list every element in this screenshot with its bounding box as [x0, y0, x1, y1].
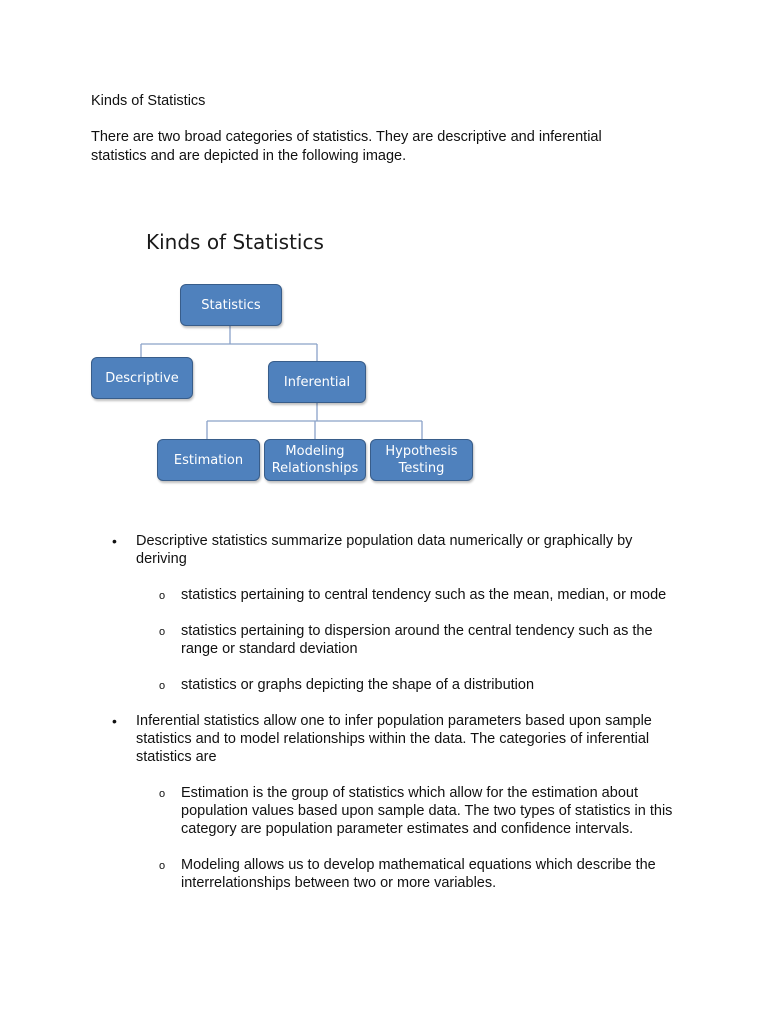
statistics-tree-diagram	[85, 222, 485, 492]
node-modeling-label-line2: Relationships	[271, 461, 359, 476]
sub-bullet-item	[136, 856, 685, 892]
bullet-text: Inferential statistics allow one to infer population parameters based upon sample statistics and to model relationships within the data. The categories of inferential statistics are	[136, 713, 652, 765]
sub-bullet-marker: o	[159, 860, 166, 872]
node-inferential	[268, 361, 366, 403]
document-title: Kinds of Statistics	[91, 93, 206, 109]
sub-bullet-list	[136, 586, 685, 694]
sub-bullet-item	[136, 676, 685, 694]
bullet-marker: •	[112, 713, 117, 729]
sub-bullet-marker: o	[159, 788, 166, 800]
sub-bullet-marker: o	[159, 590, 166, 602]
sub-bullet-list	[136, 784, 685, 892]
sub-bullet-marker: o	[159, 626, 166, 638]
figure-title: Kinds of Statistics	[146, 230, 324, 254]
sub-bullet-text: statistics pertaining to central tendency such as the mean, median, or mode	[181, 587, 667, 603]
node-modeling-relationships	[264, 439, 366, 481]
node-statistics	[180, 284, 282, 326]
bullet-text: Descriptive statistics summarize population data numerically or graphically by deriving	[136, 533, 633, 567]
node-statistics-label: Statistics	[201, 297, 261, 313]
node-estimation-label: Estimation	[173, 452, 244, 468]
node-descriptive	[91, 357, 193, 399]
node-inferential-label: Inferential	[283, 374, 351, 390]
sub-bullet-marker: o	[159, 680, 166, 692]
bullet-item	[110, 532, 685, 694]
bullet-list	[110, 532, 685, 910]
node-estimation	[157, 439, 260, 481]
node-hypothesis-testing	[370, 439, 473, 481]
sub-bullet-text: Estimation is the group of statistics which allow for the estimation about population values based upon sample data. The two types of statistics in this category are population parameter estimates and confidence intervals.	[181, 785, 673, 837]
node-hypothesis-label-line1: Hypothesis	[385, 444, 458, 459]
sub-bullet-text: statistics pertaining to dispersion around the central tendency such as the range or standard deviation	[181, 623, 653, 657]
node-descriptive-label: Descriptive	[105, 370, 179, 386]
node-modeling-label-line1: Modeling	[285, 444, 345, 459]
sub-bullet-item	[136, 784, 685, 838]
sub-bullet-text: statistics or graphs depicting the shape of a distribution	[181, 677, 535, 693]
intro-paragraph: There are two broad categories of statistics. They are descriptive and inferential statistics and are depicted in the following image.	[91, 129, 602, 164]
bullet-item	[110, 712, 685, 892]
sub-bullet-item	[136, 622, 685, 658]
bullet-marker: •	[112, 533, 117, 549]
sub-bullet-text: Modeling allows us to develop mathematical equations which describe the interrelationships between two or more variables.	[181, 857, 656, 891]
sub-bullet-item	[136, 586, 685, 604]
node-hypothesis-label-line2: Testing	[398, 461, 445, 476]
